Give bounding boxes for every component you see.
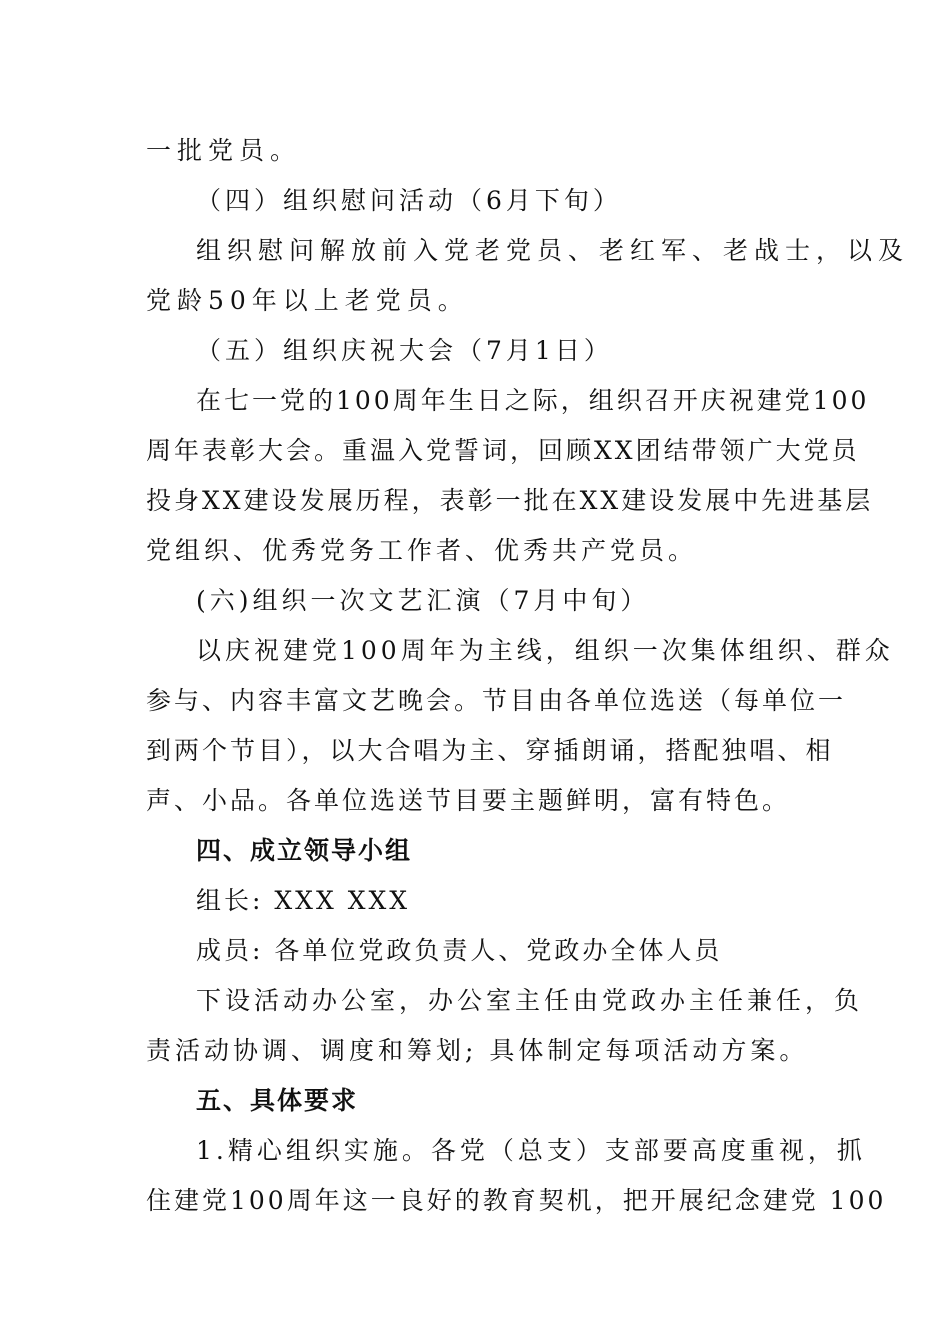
paragraph-line: 以庆祝建党100周年为主线，组织一次集体组织、群众: [196, 636, 894, 665]
paragraph-line: 党组织、优秀党务工作者、优秀共产党员。: [146, 536, 698, 565]
paragraph-line: 声、小品。各单位选送节目要主题鲜明，富有特色。: [146, 786, 791, 815]
section-heading-6: (六)组织一次文艺汇演（7月中旬）: [196, 586, 650, 615]
section-heading-4: （四）组织慰问活动（6月下旬）: [196, 186, 622, 215]
paragraph-line: 1.精心组织实施。各党（总支）支部要高度重视，抓: [196, 1136, 866, 1165]
paragraph-line: 参与、内容丰富文艺晚会。节目由各单位选送（每单位一: [146, 686, 847, 715]
paragraph-line: 成员: 各单位党政负责人、党政办全体人员: [196, 936, 723, 965]
paragraph-line: 组织慰问解放前入党老党员、老红军、老战士，以及: [196, 236, 910, 265]
paragraph-line: 一批党员。: [146, 136, 302, 165]
paragraph-line: 住建党100周年这一良好的教育契机，把开展纪念建党 100: [146, 1186, 887, 1215]
paragraph-line: 责活动协调、调度和筹划; 具体制定每项活动方案。: [146, 1036, 809, 1065]
paragraph-line: 在七一党的100周年生日之际，组织召开庆祝建党100: [196, 386, 870, 415]
paragraph-line: 党龄50年以上老党员。: [146, 286, 469, 315]
paragraph-line: 周年表彰大会。重温入党誓词，回顾XX团结带领广大党员: [146, 436, 860, 465]
section-heading-five: 五、具体要求: [196, 1086, 359, 1115]
section-heading-four: 四、成立领导小组: [196, 836, 413, 865]
paragraph-line: 投身XX建设发展历程，表彰一批在XX建设发展中先进基层: [146, 486, 874, 515]
paragraph-line: 组长: XXX XXX: [196, 886, 411, 915]
paragraph-line: 下设活动办公室，办公室主任由党政办主任兼任，负: [196, 986, 864, 1015]
paragraph-line: 到两个节目），以大合唱为主、穿插朗诵，搭配独唱、相: [146, 736, 834, 765]
section-heading-5: （五）组织庆祝大会（7月1日）: [196, 336, 613, 365]
